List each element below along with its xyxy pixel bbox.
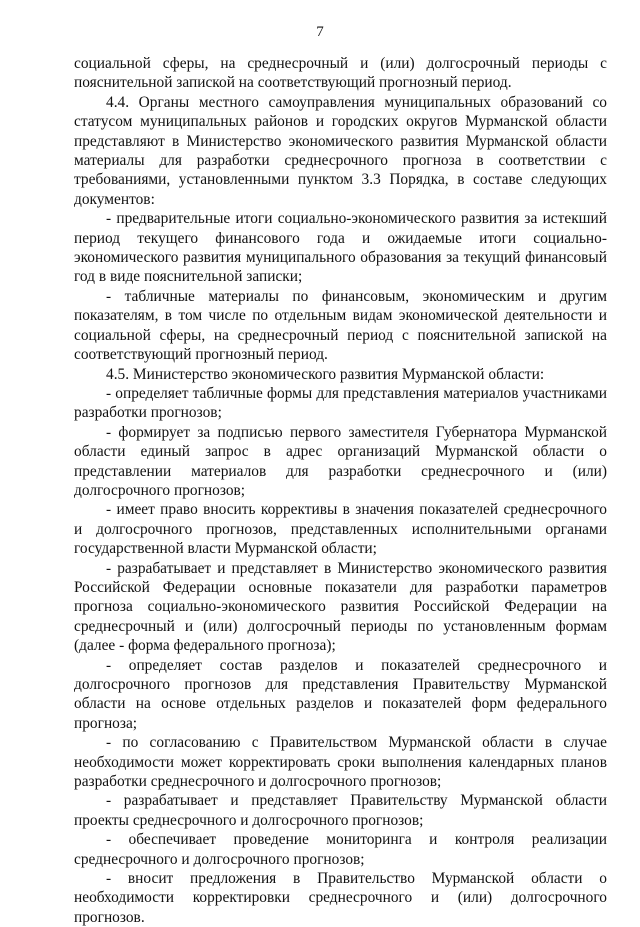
- list-item-proposals: - вносит предложения в Правительство Мурманской области о необходимости корректировки среднесрочного и (или) долгосрочного прогнозов.: [74, 870, 607, 926]
- paragraph-4-5: 4.5. Министерство экономического развития Мурманской области:: [106, 365, 545, 383]
- list-item-corrections: - имеет право вносить коррективы в значения показателей среднесрочного и долгосрочного прогнозов, представленных исполнительными органами государственной власти Мурманской области;: [74, 501, 607, 558]
- list-item-drafts: - разрабатывает и представляет Правительству Мурманской области проекты среднесрочного и долгосрочного прогнозов;: [74, 792, 607, 829]
- list-item-federal-indicators: - разрабатывает и представляет в Министерство экономического развития Российской Федерации основные показатели для разработки параметров прогноза социально-экономического развития Российской Федерации на среднесрочный и (или) долгосрочный периоды по установленным формам (далее - форма федерального прогноза);: [74, 559, 607, 655]
- list-item-single-request: - формирует за подписью первого заместителя Губернатора Мурманской области единый запрос в адрес организаций Мурманской области о представлении материалов для разработки среднесрочного и (или) долгосрочного прогнозов;: [74, 423, 607, 499]
- page-number: 7: [316, 24, 324, 40]
- list-item-sections: - определяет состав разделов и показателей среднесрочного и долгосрочного прогнозов для представления Правительству Мурманской области на основе отдельных разделов и показателей форм федерального прогноза;: [74, 656, 607, 732]
- paragraph-4-4: 4.4. Органы местного самоуправления муниципальных образований со статусом муниципальных районов и городских округов Мурманской области представляют в Министерство экономического развития Мурманской области материалы для разработки среднесрочного прогноза в соответствии с требованиями, установленными пунктом 3.3 Порядка, в составе следующих документов:: [74, 93, 607, 208]
- list-item-table-materials: - табличные материалы по финансовым, экономическим и другим показателям, в том числе по отдельным видам экономической деятельности и социальной сферы, на среднесрочный период с пояснительной запиской на соответствующий прогнозный период.: [74, 287, 607, 364]
- list-item-deadlines: - по согласованию с Правительством Мурманской области в случае необходимости может корректировать сроки выполнения календарных планов разработки среднесрочного и долгосрочного прогнозов;: [74, 734, 607, 791]
- list-item-table-forms: - определяет табличные формы для представления материалов участниками разработки прогнозов;: [74, 384, 607, 422]
- list-item-monitoring: - обеспечивает проведение мониторинга и контроля реализации среднесрочного и долгосрочного прогнозов;: [74, 831, 607, 868]
- paragraph-continuation: социальной сферы, на среднесрочный и (или) долгосрочный периоды с пояснительной запиской на соответствующий прогнозный период.: [74, 55, 607, 92]
- list-item-preliminary-results: - предварительные итоги социально-экономического развития за истекший период текущего финансового года и ожидаемые итоги социально-экономического развития муниципального образования за текущий финансовый год в виде пояснительной записки;: [74, 210, 607, 286]
- document-body: [74, 54, 607, 927]
